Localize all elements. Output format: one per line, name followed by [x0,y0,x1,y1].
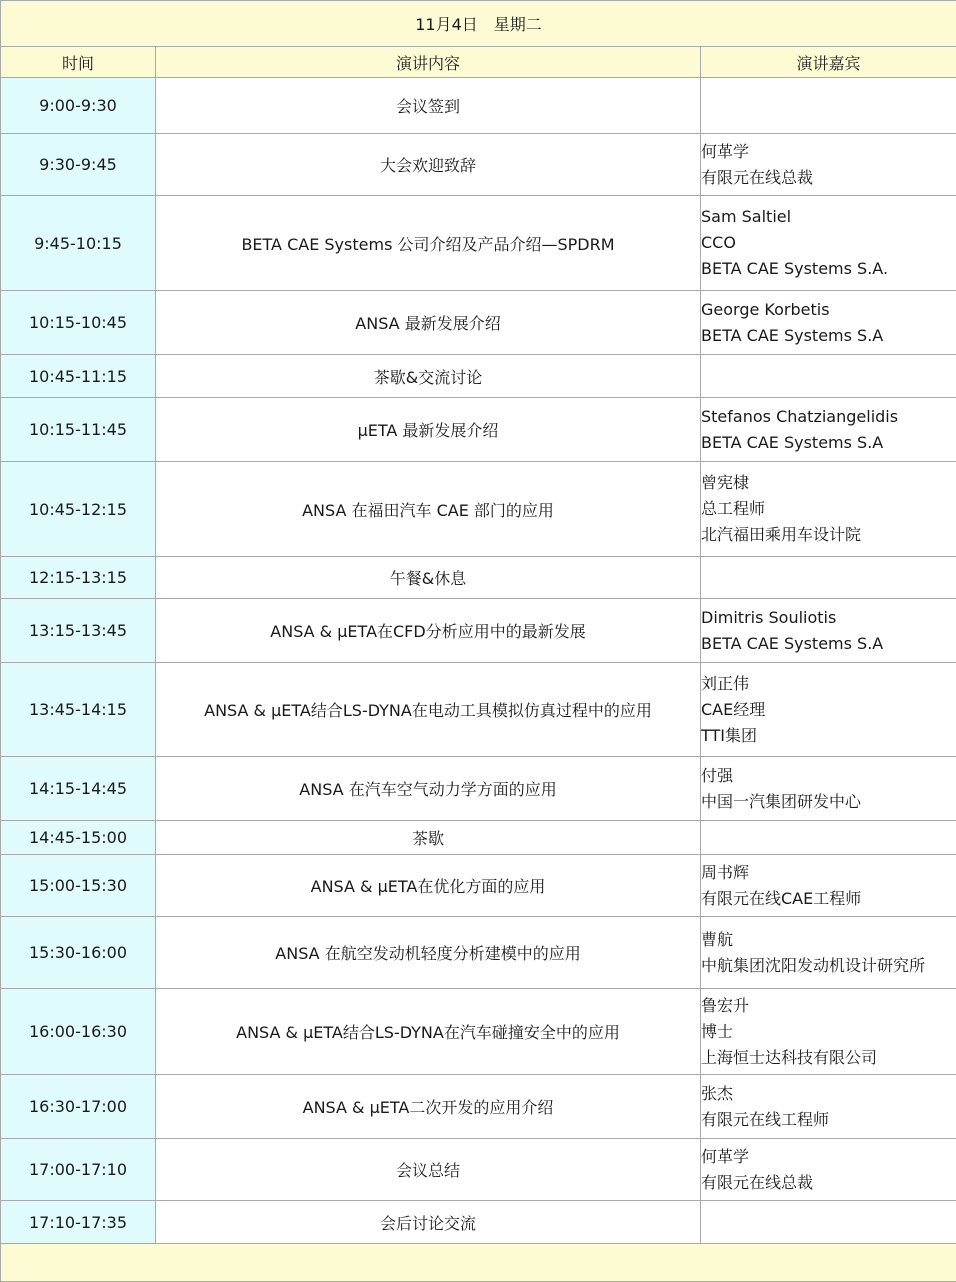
session-time: 13:45-14:15 [1,663,156,757]
session-topic: ANSA & μETA在CFD分析应用中的最新发展 [156,599,701,663]
table-row [1,855,956,917]
session-speaker [701,355,956,398]
session-topic: 大会欢迎致辞 [156,134,701,196]
table-row [1,663,956,757]
speaker-line: 有限元在线总裁 [701,1170,956,1196]
speaker-line: TTI集团 [701,723,956,749]
speaker-line: 何革学 [701,1144,956,1170]
session-time: 9:00-9:30 [1,78,156,134]
session-time: 10:45-11:15 [1,355,156,398]
table-row [1,989,956,1075]
session-topic: 会议总结 [156,1139,701,1201]
session-speaker [701,78,956,134]
session-time: 12:15-13:15 [1,557,156,599]
session-speaker [701,917,956,989]
session-time: 17:10-17:35 [1,1201,156,1244]
session-time: 10:45-12:15 [1,462,156,557]
table-row [1,917,956,989]
column-header-time: 时间 [1,47,156,78]
session-speaker [701,757,956,821]
session-speaker [701,1201,956,1244]
speaker-line: 有限元在线CAE工程师 [701,886,956,912]
session-topic: 茶歇 [156,821,701,855]
speaker-line: 有限元在线总裁 [701,165,956,191]
speaker-line: BETA CAE Systems S.A [701,430,956,456]
table-row [1,599,956,663]
session-topic: ANSA 在汽车空气动力学方面的应用 [156,757,701,821]
speaker-line: CAE经理 [701,697,956,723]
session-time: 14:15-14:45 [1,757,156,821]
table-row [1,291,956,355]
session-speaker [701,398,956,462]
session-time: 9:45-10:15 [1,196,156,291]
table-row [1,1201,956,1244]
speaker-line: Dimitris Souliotis [701,605,956,631]
speaker-line: 曹航 [701,927,956,953]
session-topic: ANSA & μETA结合LS-DYNA在汽车碰撞安全中的应用 [156,989,701,1075]
table-row [1,757,956,821]
session-speaker [701,134,956,196]
table-row [1,557,956,599]
table-row [1,821,956,855]
session-topic: ANSA & μETA在优化方面的应用 [156,855,701,917]
speaker-line: 有限元在线工程师 [701,1107,956,1133]
column-header-speaker: 演讲嘉宾 [701,47,956,78]
speaker-line: 中航集团沈阳发动机设计研究所 [701,953,956,979]
speaker-line: 上海恒士达科技有限公司 [701,1045,956,1071]
session-speaker [701,1075,956,1139]
table-row [1,78,956,134]
speaker-line: 中国一汽集团研发中心 [701,789,956,815]
speaker-line: George Korbetis [701,297,956,323]
session-topic: ANSA & μETA二次开发的应用介绍 [156,1075,701,1139]
session-speaker [701,196,956,291]
date-header-row [1,1,956,47]
speaker-line: CCO [701,230,956,256]
session-time: 15:30-16:00 [1,917,156,989]
footer-band [1,1244,956,1282]
table-row [1,398,956,462]
session-speaker [701,663,956,757]
speaker-line: 总工程师 [701,496,956,522]
session-time: 16:30-17:00 [1,1075,156,1139]
session-time: 14:45-15:00 [1,821,156,855]
speaker-line: 周书辉 [701,860,956,886]
speaker-line: 北汽福田乘用车设计院 [701,522,956,548]
session-time: 13:15-13:45 [1,599,156,663]
session-speaker [701,821,956,855]
column-header-row [1,47,956,78]
session-time: 10:15-10:45 [1,291,156,355]
session-time: 15:00-15:30 [1,855,156,917]
session-topic: 午餐&休息 [156,557,701,599]
speaker-line: Sam Saltiel [701,204,956,230]
speaker-line: 曾宪棣 [701,470,956,496]
table-row [1,134,956,196]
speaker-line: BETA CAE Systems S.A [701,631,956,657]
session-speaker [701,291,956,355]
session-speaker [701,989,956,1075]
table-row [1,1139,956,1201]
session-topic: ANSA 最新发展介绍 [156,291,701,355]
session-topic: μETA 最新发展介绍 [156,398,701,462]
session-speaker [701,855,956,917]
session-time: 16:00-16:30 [1,989,156,1075]
session-speaker [701,1139,956,1201]
session-topic: BETA CAE Systems 公司介绍及产品介绍—SPDRM [156,196,701,291]
speaker-line: BETA CAE Systems S.A. [701,256,956,282]
session-time: 17:00-17:10 [1,1139,156,1201]
column-header-topic: 演讲内容 [156,47,701,78]
speaker-line: 张杰 [701,1081,956,1107]
session-topic: 会后讨论交流 [156,1201,701,1244]
session-topic: 会议签到 [156,78,701,134]
speaker-line: 何革学 [701,139,956,165]
speaker-line: 刘正伟 [701,671,956,697]
table-row [1,355,956,398]
speaker-line: 付强 [701,763,956,789]
session-speaker [701,557,956,599]
table-row [1,462,956,557]
speaker-line: 鲁宏升 [701,993,956,1019]
session-time: 9:30-9:45 [1,134,156,196]
speaker-line: BETA CAE Systems S.A [701,323,956,349]
speaker-line: 博士 [701,1019,956,1045]
session-time: 10:15-11:45 [1,398,156,462]
footer-row [1,1244,956,1282]
session-topic: ANSA & μETA结合LS-DYNA在电动工具模拟仿真过程中的应用 [156,663,701,757]
session-topic: ANSA 在航空发动机轻度分析建模中的应用 [156,917,701,989]
session-speaker [701,462,956,557]
table-row [1,1075,956,1139]
table-row [1,196,956,291]
speaker-line: Stefanos Chatziangelidis [701,404,956,430]
date-header: 11月4日 星期二 [1,1,956,47]
session-speaker [701,599,956,663]
session-topic: ANSA 在福田汽车 CAE 部门的应用 [156,462,701,557]
session-topic: 茶歇&交流讨论 [156,355,701,398]
